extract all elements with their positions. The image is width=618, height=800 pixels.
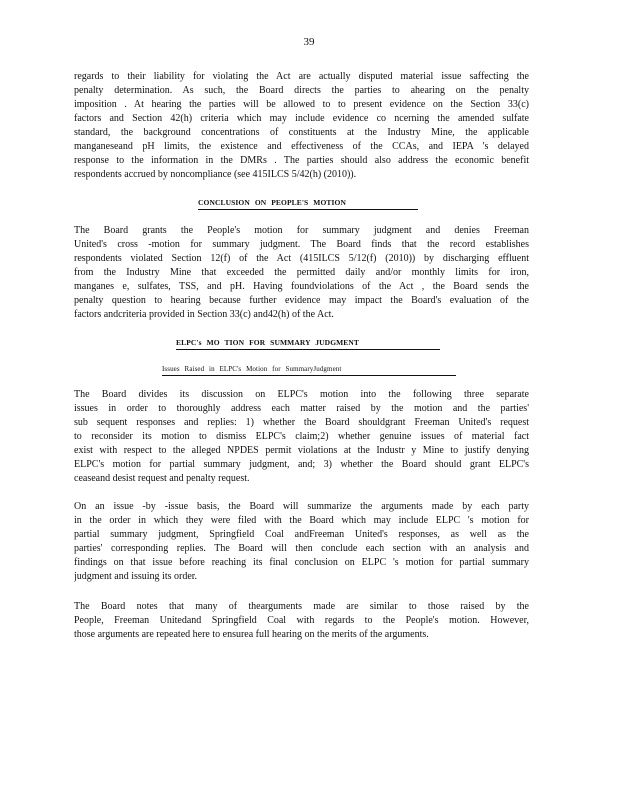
text-line: imposition . At hearing the parties will be allowed to to present evidence on the Section 33(c) [74, 99, 529, 110]
paragraph-divides-discussion [74, 388, 529, 486]
text-line: judgment and issuing its order. [74, 571, 198, 582]
paragraph-conclusion [74, 224, 529, 322]
text-line: United's cross -motion for summary judgment. The Board finds that the record establishes [74, 239, 529, 250]
text-line: regards to their liability for violating the Act are actually disputed material issue saffecting the [74, 71, 529, 82]
heading-elpc-motion: ELPC's MO TION FOR SUMMARY JUDGMENT [176, 338, 440, 350]
text-line: exist with respect to the alleged NPDES permit violations at the Industr y Mine to justify denying [74, 445, 529, 456]
text-line: manganes e, sulfates, TSS, and pH. Having foundviolations of the Act , the Board sends the [74, 281, 529, 292]
text-line: factors and Section 42(h) criteria which may include evidence co ncerning the amended sulfate [74, 113, 529, 124]
text-line: penalty determination. As such, the Board directs the parties to ahearing on the penalty [74, 85, 529, 96]
text-line: findings on that issue before reaching its final conclusion on ELPC 's motion for partial summary [74, 557, 529, 568]
text-line: The Board notes that many of thearguments made are similar to those raised by the [74, 601, 529, 612]
text-line: those arguments are repeated here to ensurea full hearing on the merits of the arguments. [74, 629, 429, 640]
text-line: The Board grants the People's motion for summary judgment and denies Freeman [74, 225, 529, 236]
text-line: penalty question to hearing because further evidence may impact the Board's evaluation of the [74, 295, 529, 306]
text-line: respondents accrued by noncompliance (see 415ILCS 5/42(h) (2010)). [74, 169, 357, 180]
text-line: partial summary judgment, Springfield Coal andFreeman United's responses, as well as the [74, 529, 529, 540]
text-line: from the Industry Mine that exceeded the permitted daily and/or monthly limits for iron, [74, 267, 529, 278]
text-line: The Board divides its discussion on ELPC's motion into the following three separate [74, 389, 529, 400]
subheading-issues-raised: Issues Raised in ELPC's Motion for SummaryJudgment [162, 364, 456, 376]
paragraph-issue-by-issue [74, 500, 529, 584]
text-line: On an issue -by -issue basis, the Board will summarize the arguments made by each party [74, 501, 529, 512]
text-line: response to the information in the DMRs . The parties should also address the economic benefit [74, 155, 529, 166]
text-line: factors andcriteria provided in Section 33(c) and42(h) of the Act. [74, 309, 334, 320]
text-line: manganeseand pH limits, the existence and effectiveness of the CCAs, and IEPA 's delayed [74, 141, 529, 152]
text-line: ELPC's motion for partial summary judgment, and; 3) whether the Board should grant ELPC's [74, 459, 529, 470]
text-line: People, Freeman Unitedand Springfield Coal with regards to the People's motion. However, [74, 615, 529, 626]
text-line: ceaseand desist request and penalty request. [74, 473, 250, 484]
page-number: 39 [303, 36, 315, 48]
text-line: sub sequent responses and replies: 1) whether the Board shouldgrant Freeman United's request [74, 417, 529, 428]
paragraph-penalty-hearing [74, 70, 529, 182]
text-line: in the order in which they were filed with the Board which may include ELPC 's motion for [74, 515, 529, 526]
text-line: respondents violated Section 12(f) of the Act (415ILCS 5/12(f) (2010)) by discharging effluent [74, 253, 529, 264]
paragraph-similar-arguments [74, 600, 529, 642]
text-line: standard, the background concentrations of constituents at the Industry Mine, the applicable [74, 127, 529, 138]
text-line: to reconsider its motion to dismiss ELPC's claim;2) whether genuine issues of material fact [74, 431, 529, 442]
text-line: issues in order to thoroughly address each matter raised by the motion and the parties' [74, 403, 529, 414]
heading-conclusion-peoples-motion: CONCLUSION ON PEOPLE'S MOTION [198, 198, 418, 210]
text-line: parties' corresponding replies. The Board will then conclude each section with an analysis and [74, 543, 529, 554]
